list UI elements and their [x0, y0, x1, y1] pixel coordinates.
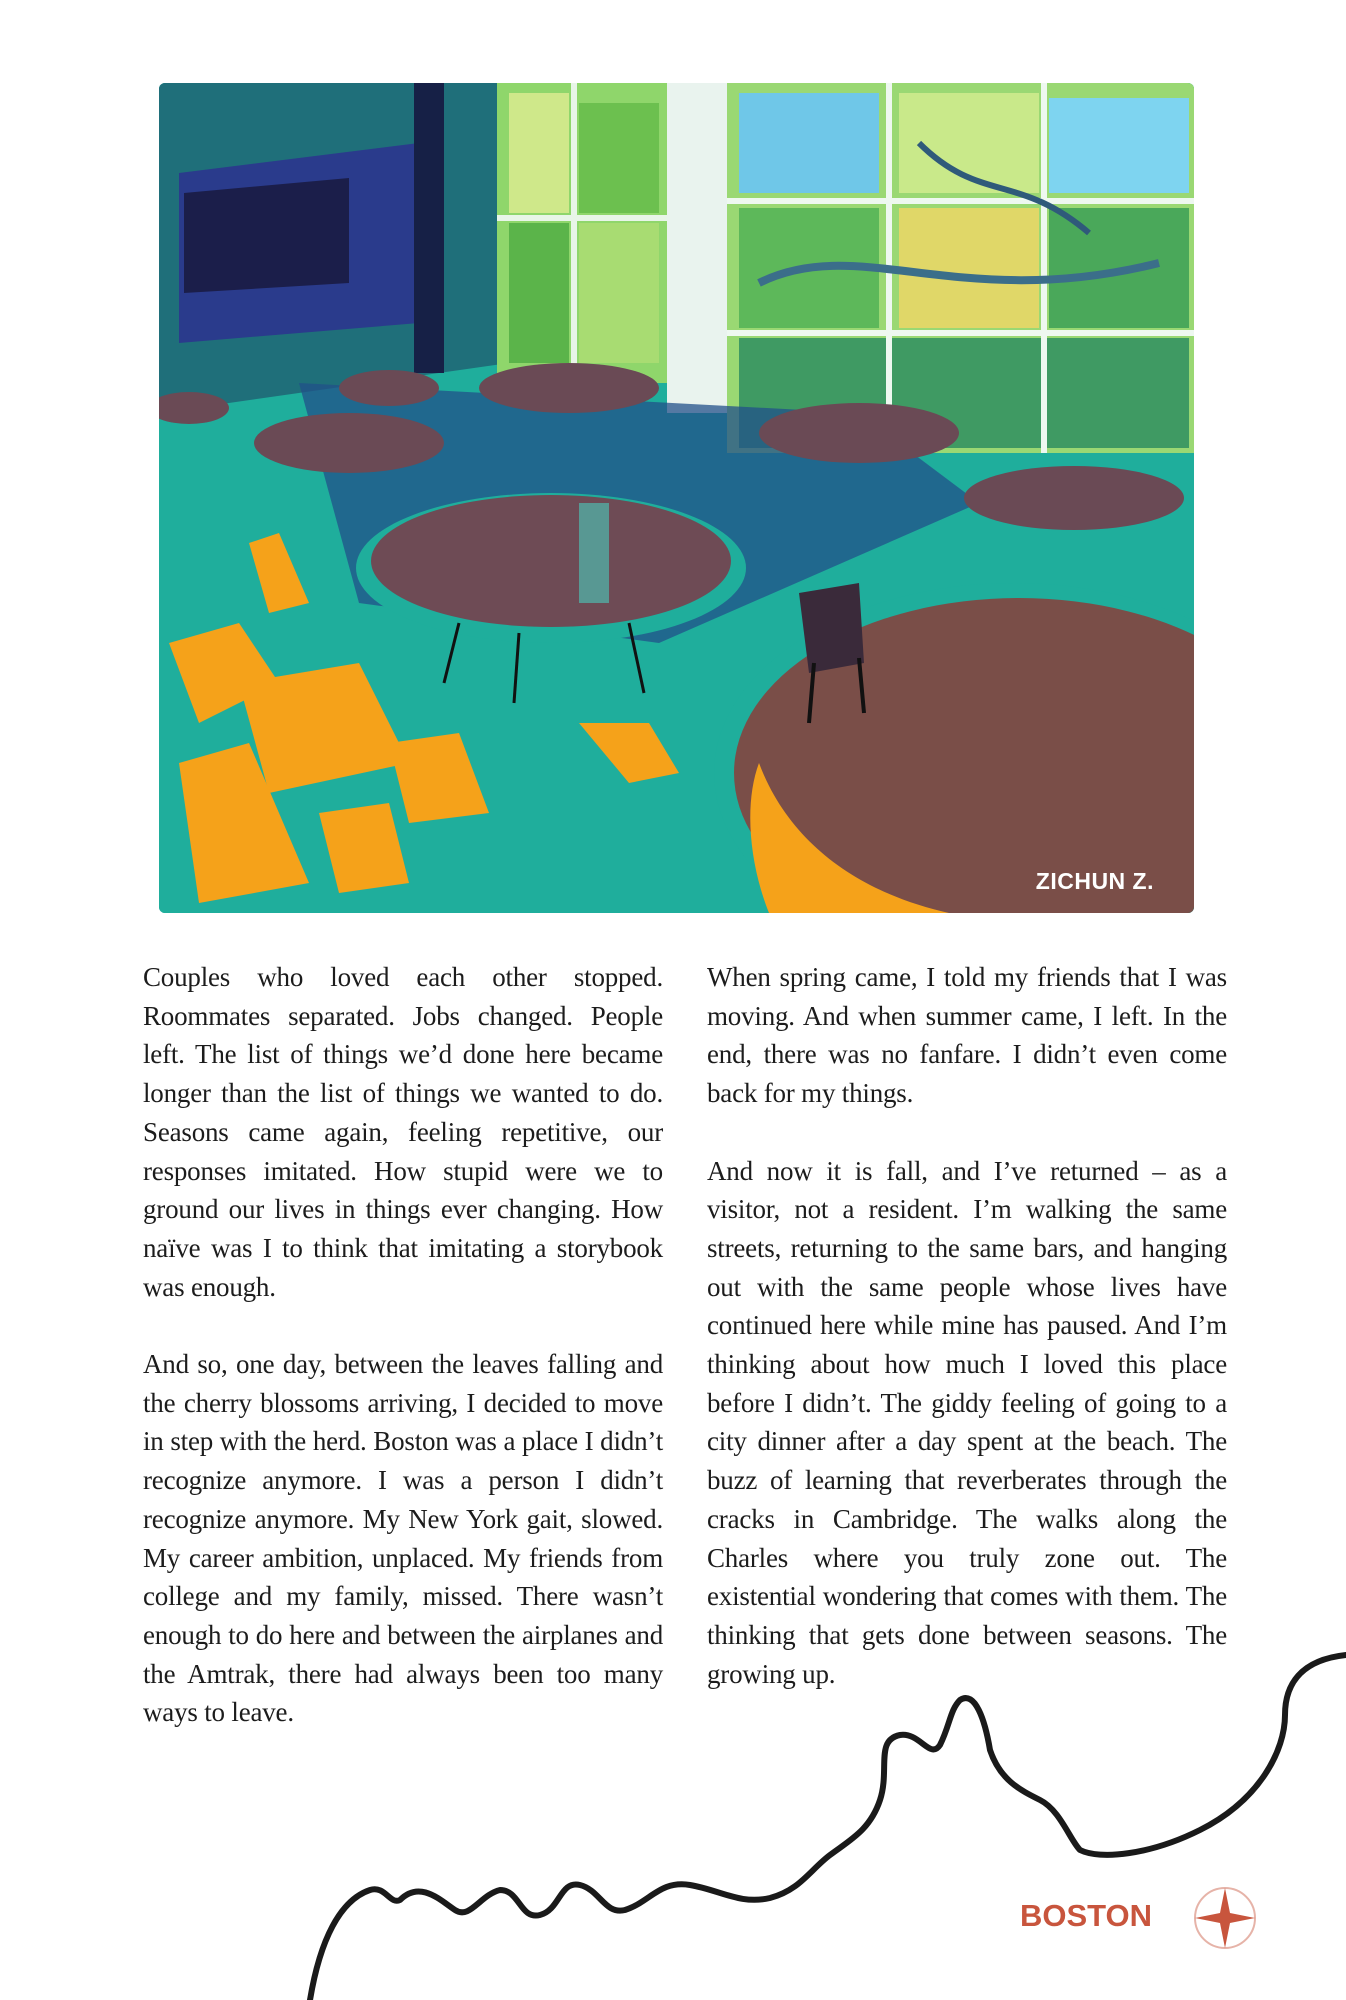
location-label: BOSTON [1020, 1898, 1153, 1933]
artist-credit: ZICHUN Z. [1035, 868, 1154, 894]
paragraph: Couples who loved each other stopped. Roommates separated. Jobs changed. People left. The list of things we’d done here became longer than the list of things we wanted to do. Seasons came again, feeling repetitive, our responses imitated. How stupid were we to ground our lives in things ever changing. How naïve was I to think that imitating a storybook was enough. [143, 962, 663, 1302]
paragraph: And now it is fall, and I’ve returned – as a visitor, not a resident. I’m walking the same streets, returning to the same bars, and hanging out with the same people whose lives have continued here while mine has paused. And I’m thinking about how much I loved this place before I didn’t. The giddy feeling of going to a city dinner after a day spent at the beach. The buzz of learning that reverberates through the cracks in Cambridge. The walks along the Charles where you truly zone out. The existential wondering that comes with them. The thinking that gets done between seasons. The growing up. [707, 1155, 1227, 1689]
compass-star-icon [1190, 1883, 1260, 1953]
text-column-left [143, 958, 663, 1771]
cafe-tables-painting [159, 83, 1194, 913]
paragraph: And so, one day, between the leaves falling and the cherry blossoms arriving, I decided to move in step with the herd. Boston was a place I didn’t recognize anymore. I was a person I didn’t recognize anymore. My New York gait, slowed. My career ambition, unplaced. My friends from college and my family, missed. There wasn’t enough to do here and between the airplanes and the Amtrak, there had always been too many ways to leave. [143, 1349, 663, 1728]
text-column-right [707, 958, 1227, 1732]
paragraph: When spring came, I told my friends that I was moving. And when summer came, I left. In the end, there was no fanfare. I didn’t even come back for my things. [707, 962, 1227, 1109]
painting-illustration [159, 83, 1194, 913]
